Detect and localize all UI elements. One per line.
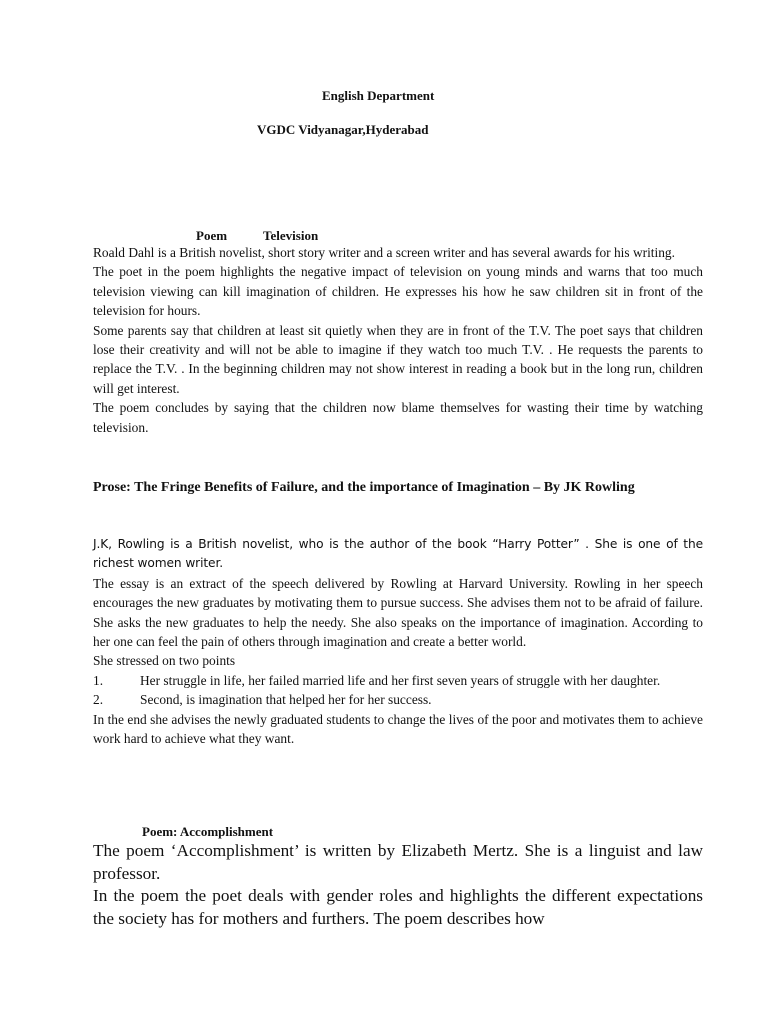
poem-label: Poem bbox=[196, 228, 228, 243]
poem-television-heading bbox=[196, 228, 318, 244]
numbered-point bbox=[93, 690, 703, 709]
television-summary bbox=[93, 243, 703, 437]
numbered-point bbox=[93, 671, 703, 690]
point-number: 1. bbox=[93, 672, 104, 688]
accomplishment-heading: Poem: Accomplishment bbox=[142, 824, 274, 839]
college-heading: VGDC Vidyanagar,Hyderabad bbox=[257, 122, 429, 137]
paragraph: In the end she advises the newly graduated students to change the lives of the poor and motivates them to achieve work hard to achieve what they want. bbox=[93, 711, 703, 747]
poem-title: Television bbox=[263, 228, 319, 243]
paragraph: Roald Dahl is a British novelist, short story writer and a screen writer and has several awards for his writing. bbox=[93, 245, 675, 260]
paragraph: The essay is an extract of the speech delivered by Rowling at Harvard University. Rowling in her speech encourages the new graduates by motivating them to pursue success. She advises them not to be afraid of failure. She asks the new graduates to help the needy. She also speaks on the importance of imagination. According to her one can feel the pain of others through imagination and create a better world. bbox=[93, 575, 703, 650]
department-heading: English Department bbox=[322, 88, 435, 103]
point-text: Second, is imagination that helped her for her success. bbox=[140, 692, 432, 708]
paragraph: The poem concludes by saying that the children now blame themselves for wasting their time by watching television. bbox=[93, 400, 703, 435]
point-number: 2. bbox=[93, 692, 104, 708]
paragraph: The poet in the poem highlights the negative impact of television on young minds and warns that too much television viewing can kill imagination of children. He expresses his how he saw children sit in front of the television for hours. bbox=[93, 264, 703, 319]
paragraph: In the poem the poet deals with gender roles and highlights the different expectations the society has for mothers and furthers. The poem describes how bbox=[93, 886, 703, 928]
paragraph: She stressed on two points bbox=[93, 653, 236, 669]
paragraph: J.K, Rowling is a British novelist, who is the author of the book “Harry Potter” . She is one of the richest women writer. bbox=[93, 537, 703, 571]
rowling-summary bbox=[93, 535, 703, 748]
accomplishment-summary bbox=[93, 840, 703, 930]
point-text: Her struggle in life, her failed married life and her first seven years of struggle with her daughter. bbox=[140, 672, 661, 688]
paragraph: Some parents say that children at least sit quietly when they are in front of the T.V. The poet says that children lose their creativity and will not be able to imagine if they watch too much T.V. . He requests the parents to replace the T.V. . In the beginning children may not show interest in reading a book but in the long run, children will get interest. bbox=[93, 322, 703, 396]
prose-heading: Prose: The Fringe Benefits of Failure, and the importance of Imagination – By JK Rowling bbox=[93, 480, 635, 495]
paragraph: The poem ‘Accomplishment’ is written by Elizabeth Mertz. She is a linguist and law professor. bbox=[93, 841, 703, 883]
